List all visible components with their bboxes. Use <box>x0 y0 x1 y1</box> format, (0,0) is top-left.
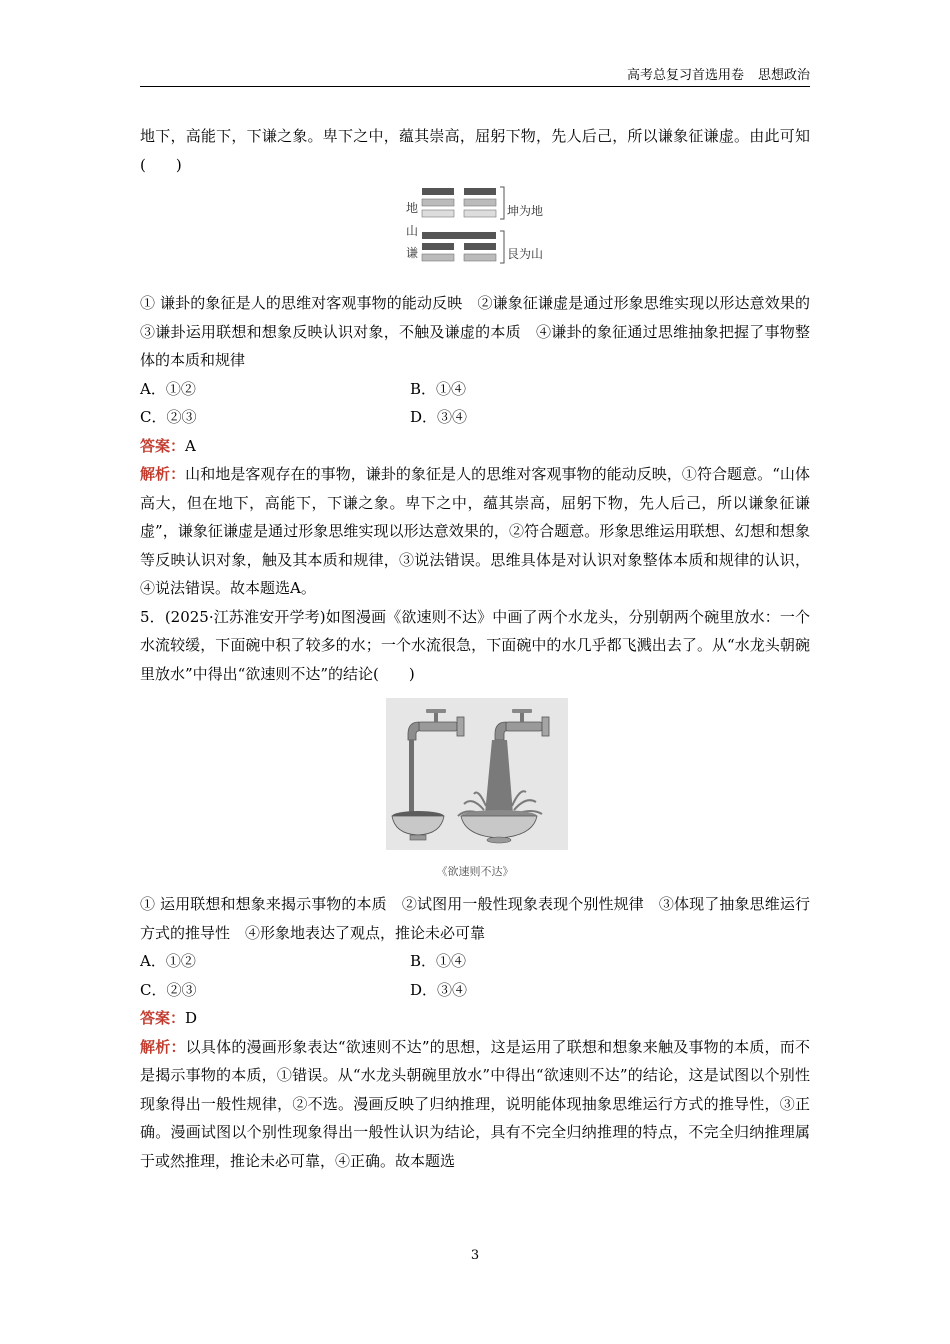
option-a[interactable]: A．①② <box>140 952 196 970</box>
option-a[interactable]: A．①② <box>140 379 196 398</box>
page-number: 3 <box>470 1248 480 1263</box>
analysis-text: 山和地是客观存在的事物，谦卦的象征是人的思维对客观事物的能动反映，①符合题意。“山体高大，但在地下，高能下，下谦之象。卑下之中，蕴其崇高，屈躬下物，先人后己，所以谦象征谦虚”，谦象征谦虚是通过形象思维实现以形达意效果的，②符合题意。形象思维运用联想、幻想和想象等反映认识对象，触及其本质和规律，③说法错误。思维具体是对认识对象整体本质和规律的认识，④说法错误。故本题选A。 <box>140 465 810 597</box>
qian-hexagram-figure <box>140 179 810 289</box>
option-c[interactable]: C．②③ <box>140 980 197 999</box>
label-qian: 谦 <box>406 246 419 260</box>
option-c[interactable]: C．②③ <box>140 408 197 426</box>
analysis-label: 解析： <box>140 1037 186 1056</box>
header-book-title: 高考总复习首选用卷 <box>626 68 744 83</box>
label-shan: 山 <box>406 224 419 238</box>
q4-statements: ① 谦卦的象征是人的思维对客观事物的能动反映 ②谦象征谦虚是通过形象思维实现以形达意效果的 ③谦卦运用联想和想象反映认识对象，不触及谦虚的本质 ④谦卦的象征通过思维抽象把握了事物整体的本质和规律 <box>140 294 826 369</box>
kun-trigram <box>422 188 496 217</box>
q4-intro: 地下，高能下，下谦之象。卑下之中，蕴其崇高，屈躬下物，先人后己，所以谦象征谦虚。由此可知( ) <box>140 127 810 174</box>
q4-analysis <box>140 460 810 603</box>
cartoon-illustration <box>386 698 568 850</box>
main-content <box>140 122 826 1175</box>
answer-value: D <box>185 1009 198 1027</box>
option-b[interactable]: B．①④ <box>410 379 467 398</box>
header-subject: 思想政治 <box>757 68 810 83</box>
option-b[interactable]: B．①④ <box>410 952 467 970</box>
option-d[interactable]: D．③④ <box>410 408 468 426</box>
q4-options-row-1 <box>140 375 810 404</box>
page-header <box>140 64 810 87</box>
slow-water-stream <box>409 740 414 814</box>
answer-label: 答案： <box>140 1009 186 1027</box>
cartoon-figure <box>140 688 810 890</box>
analysis-label: 解析： <box>140 465 186 483</box>
gen-bracket <box>500 231 504 263</box>
analysis-text: 以具体的漫画形象表达“欲速则不达”的思想，这是运用了联想和想象来触及事物的本质，而不是揭示事物的本质，①错误。从“水龙头朝碗里放水”中得出“欲速则不达”的结论，这是试图以个别性现象得出一般性规律，②不选。漫画反映了归纳推理，说明能体现抽象思维运行方式的推导性，③正确。漫画试图以个别性现象得出一般性认识为结论，具有不完全归纳推理的特点，不完全归纳推理属于或然推理，推论未必可靠，④正确。故本题选 <box>140 1037 810 1170</box>
gen-trigram <box>422 232 496 261</box>
answer-label: 答案： <box>140 436 186 455</box>
q4-options-row-2 <box>140 403 810 432</box>
label-gen: 艮为山 <box>507 247 544 261</box>
cartoon-caption: 《欲速则不达》 <box>436 865 514 878</box>
answer-value: A <box>185 436 196 455</box>
q5-options-row-1 <box>140 947 810 976</box>
q5-answer <box>140 1004 810 1033</box>
label-kun: 坤为地 <box>507 204 544 218</box>
kun-bracket <box>500 187 504 219</box>
q5-stem: 5．(2025·江苏淮安开学考)如图漫画《欲速则不达》中画了两个水龙头，分别朝两个碗里放水：一个水流较缓，下面碗中积了较多的水；一个水流很急，下面碗中的水几乎都飞溅出去了。从“水龙头朝碗里放水”中得出“欲速则不达”的结论( ) <box>140 607 810 683</box>
q5-options-row-2 <box>140 976 810 1005</box>
q5-analysis <box>140 1033 810 1176</box>
label-di: 地 <box>406 201 419 215</box>
q5-statements: ① 运用联想和想象来揭示事物的本质 ②试图用一般性现象表现个别性规律 ③体现了抽象思维运行方式的推导性 ④形象地表达了观点，推论未必可靠 <box>140 895 810 942</box>
option-d[interactable]: D．③④ <box>410 980 468 999</box>
q4-answer <box>140 432 810 461</box>
hexagram-diagram <box>140 179 810 289</box>
